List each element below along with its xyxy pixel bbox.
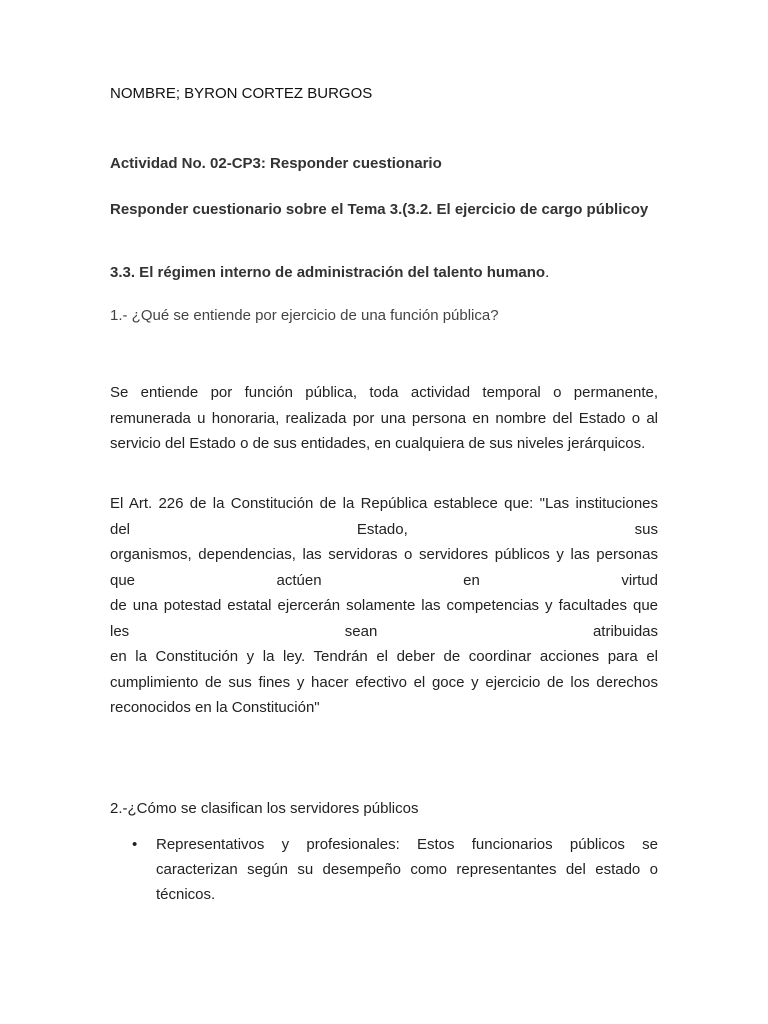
answer-1-paragraph-1: Se entiende por función pública, toda actividad temporal o permanente, remunerada u honoraria, realizada por una persona en nombre del Estado o al servicio del Estado o de sus entidades, en cualquiera de sus niveles jerárquicos. [110, 384, 658, 452]
list-item [110, 832, 658, 907]
paragraph-line: que actúen en virtud [110, 571, 658, 589]
classification-list [110, 832, 658, 907]
bullet-icon: • [132, 836, 138, 853]
paragraph-line: en la Constitución y la ley. Tendrán el deber de coordinar acciones para el [110, 648, 658, 665]
activity-instruction: Responder cuestionario sobre el Tema 3.(3.2. El ejercicio de cargo públicoy [110, 201, 649, 218]
paragraph-line: del Estado, sus [110, 520, 658, 538]
paragraph-line: reconocidos en la Constitución" [110, 699, 320, 716]
subtopic-period: . [545, 264, 550, 281]
question-1: 1.- ¿Qué se entiende por ejercicio de una función pública? [110, 307, 499, 324]
subtopic-text: 3.3. El régimen interno de administración del talento humano [110, 264, 546, 281]
paragraph-line: cumplimiento de sus fines y hacer efectivo el goce y ejercicio de los derechos [110, 673, 658, 691]
paragraph-line: les sean atribuidas [110, 622, 658, 640]
paragraph-line: de una potestad estatal ejercerán solamente las competencias y facultades que [110, 597, 658, 614]
activity-title: Actividad No. 02-CP3: Responder cuestionario [110, 155, 442, 172]
question-2: 2.-¿Cómo se clasifican los servidores públicos [110, 800, 419, 817]
subtopic-heading [110, 264, 658, 281]
answer-1-paragraph-2 [110, 491, 658, 721]
paragraph-line: El Art. 226 de la Constitución de la República establece que: "Las instituciones [110, 495, 658, 512]
list-item-text: Representativos y profesionales: Estos funcionarios públicos se caracterizan según su desempeño como representantes del estado o técnicos. [156, 836, 658, 903]
paragraph-line: organismos, dependencias, las servidoras o servidores públicos y las personas [110, 546, 658, 563]
student-name-line: NOMBRE; BYRON CORTEZ BURGOS [110, 85, 373, 102]
